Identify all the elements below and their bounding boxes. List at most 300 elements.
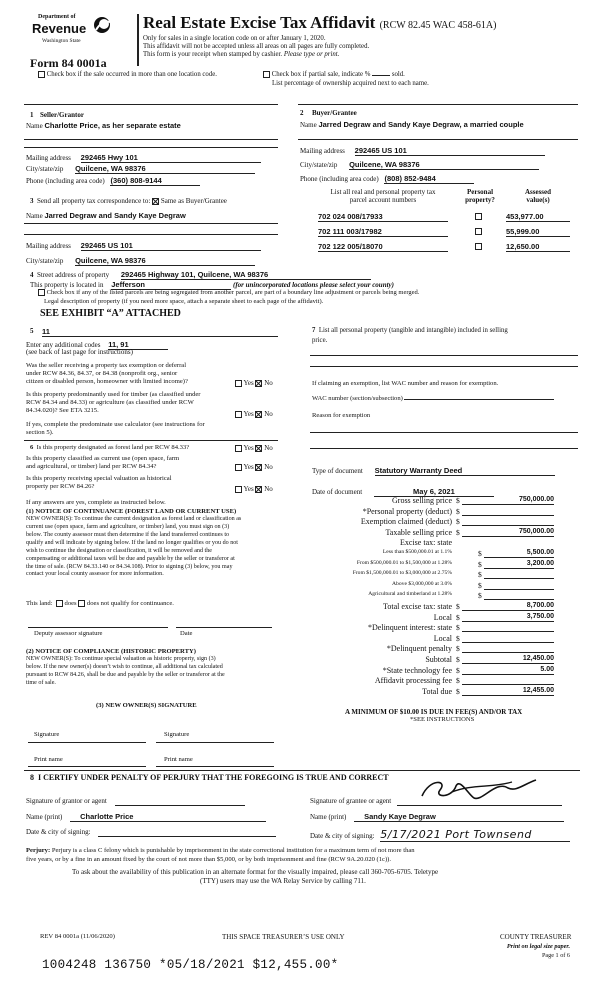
q-line: under RCW 84.36, 84.37, or 84.38 (nonprofit org., senior bbox=[26, 370, 178, 378]
access-notice-2: (TTY) users may use the WA Relay Service by calling 711. bbox=[200, 877, 366, 885]
continuance-text bbox=[26, 516, 241, 579]
buyer-phone-field[interactable]: (808) 852-9484 bbox=[384, 174, 474, 184]
partial-sale-row[interactable] bbox=[263, 71, 405, 79]
multi-location-checkbox[interactable] bbox=[38, 71, 45, 78]
parcel-header-1a: List all real and personal property tax bbox=[330, 188, 436, 196]
tax-calc-label: *Personal property (deduct) bbox=[362, 506, 452, 516]
buyer-name-field[interactable]: Jarred Degraw and Sandy Kaye Degraw, a married couple bbox=[318, 120, 524, 129]
tax-calc-row bbox=[300, 581, 580, 591]
current-use-question bbox=[26, 455, 179, 471]
date-city-label: Date & city of signing: bbox=[310, 832, 375, 840]
seller-name-label: Name bbox=[26, 122, 43, 130]
doc-date-label: Date of document bbox=[312, 488, 363, 496]
access-notice-1: To ask about the availability of this publication in an alternate format for the visually impaired, please call 360-705-6705. Teletype bbox=[72, 868, 439, 876]
sec7-number: 7 bbox=[312, 327, 316, 334]
corr-mail-row bbox=[26, 241, 261, 251]
buyer-name-row bbox=[300, 120, 524, 129]
header-note3-italic: Please type or print. bbox=[283, 51, 340, 58]
tax-calc-value[interactable]: 3,750.00 bbox=[462, 613, 554, 622]
tax-calc-label: Subtotal bbox=[425, 655, 452, 664]
tax-calc-value[interactable] bbox=[462, 676, 554, 685]
seller-phone-field[interactable]: (360) 808-9144 bbox=[110, 176, 200, 186]
notice-line: qualify and will indicate by signing below. If the land no longer qualifies or you do not bbox=[26, 539, 238, 546]
segregation-label: Check box if any of the listed parcels are being segregated from another parcel, are part of a boundary line adjustment or parcels being merged. bbox=[46, 289, 420, 296]
tax-calc-label: Above $3,000,000 at 3.0% bbox=[392, 580, 452, 587]
sec3-number: 3 bbox=[30, 197, 34, 205]
corr-city-row bbox=[26, 256, 255, 266]
sec1-top-rule bbox=[24, 104, 278, 105]
tax-calc-label: Agricultural and timberland at 1.28% bbox=[368, 591, 452, 598]
tax-calc-value[interactable] bbox=[462, 634, 554, 643]
no-label: No bbox=[264, 410, 273, 418]
no-label: No bbox=[264, 379, 273, 387]
parcel-header-3 bbox=[508, 188, 568, 205]
does-checkbox[interactable] bbox=[56, 600, 63, 607]
yes-label: Yes bbox=[243, 485, 254, 493]
no-checkbox[interactable] bbox=[255, 411, 262, 418]
multi-location-label: Check box if the sale occurred in more than one location code. bbox=[46, 71, 217, 79]
legal-paper-note: Print on legal size paper. bbox=[506, 943, 570, 950]
no-label: No bbox=[264, 444, 273, 452]
dollar-sign: $ bbox=[478, 549, 482, 558]
personal-property-checkbox[interactable] bbox=[475, 243, 482, 250]
q-line: property per RCW 84.26? bbox=[26, 483, 95, 491]
sec7-row bbox=[312, 327, 508, 335]
parcel-header-3a: Assessed bbox=[524, 188, 552, 196]
yes-no-row bbox=[235, 444, 273, 452]
tax-calc-value[interactable]: 750,000.00 bbox=[462, 528, 554, 537]
yes-no-row bbox=[235, 379, 273, 387]
no-label: No bbox=[264, 485, 273, 493]
tax-calc-value[interactable] bbox=[484, 581, 554, 590]
no-checkbox[interactable] bbox=[255, 486, 262, 493]
grantor-sig-label: Signature of grantor or agent bbox=[26, 797, 107, 805]
tax-calc-value[interactable] bbox=[484, 570, 554, 579]
forest-question bbox=[30, 444, 189, 452]
does-label: does bbox=[64, 600, 77, 608]
tax-calc-label: Exemption claimed (deduct) bbox=[360, 517, 452, 527]
county-treasurer-label: COUNTY TREASURER bbox=[500, 933, 572, 941]
partial-percent-field[interactable] bbox=[372, 75, 390, 76]
notice-line: current use (open space, farm and agriculture, or timber) land, you must sign on (3) bbox=[26, 523, 230, 530]
buyer-city-field[interactable]: Quilcene, WA 98376 bbox=[349, 160, 539, 170]
grantee-name-field[interactable]: Sandy Kaye Degraw bbox=[354, 812, 564, 822]
tax-calc-label: *State technology fee bbox=[382, 665, 452, 675]
doc-type-field[interactable]: Statutory Warranty Deed bbox=[375, 466, 555, 476]
tax-calc-label: From $500,000.01 to $1,500,000 at 1.28% bbox=[356, 559, 452, 566]
grantor-date-field[interactable] bbox=[98, 828, 276, 837]
tax-calc-row bbox=[300, 644, 580, 654]
corr-mail-field[interactable]: 292465 US 101 bbox=[81, 241, 261, 251]
exemption-note: If claiming an exemption, list WAC number and reason for exemption. bbox=[312, 380, 499, 387]
q-line: and agricultural, or timber) land per RCW 84.34? bbox=[26, 463, 157, 471]
tax-calc-row bbox=[300, 517, 580, 527]
sec5-number: 5 bbox=[30, 327, 34, 335]
doc-type-label: Type of document bbox=[312, 467, 363, 475]
sec1-rule bbox=[24, 139, 278, 140]
qualify-row bbox=[26, 600, 174, 608]
tax-calc-label: Local bbox=[433, 633, 452, 643]
wac-field[interactable] bbox=[404, 399, 554, 400]
q-line: Is this property receiving special valuation as historical bbox=[26, 475, 172, 482]
parcel-header-2b: property? bbox=[465, 196, 495, 205]
yes-checkbox[interactable] bbox=[235, 464, 242, 471]
tax-calc-label: Local bbox=[433, 612, 452, 622]
tax-calc-value[interactable]: 12,450.00 bbox=[462, 655, 554, 664]
grantee-signature-image bbox=[412, 774, 542, 804]
buyer-phone-label: Phone (including area code) bbox=[300, 175, 379, 183]
tax-calc-value[interactable] bbox=[484, 591, 554, 600]
header-note3-text: This form is your receipt when stamped by cashier. bbox=[143, 51, 283, 58]
historic-question bbox=[26, 475, 172, 491]
reason-label: Reason for exemption bbox=[312, 412, 371, 419]
tax-calc-value[interactable] bbox=[462, 623, 554, 632]
buyer-phone-row bbox=[300, 174, 474, 184]
form-title-ref: (RCW 82.45 WAC 458-61A) bbox=[379, 20, 497, 31]
partial-sale-note: List percentage of ownership acquired next to each name. bbox=[272, 80, 429, 87]
tax-calc-label: Less than $500,000.01 at 1.1% bbox=[382, 549, 452, 555]
grantee-date-row bbox=[310, 828, 570, 842]
q-line: Was the seller receiving a property tax exemption or deferral bbox=[26, 362, 187, 369]
notice-line: NEW OWNER(S): To continue special valuation as historic property, sign (3) bbox=[26, 656, 216, 662]
no-checkbox[interactable] bbox=[255, 464, 262, 471]
seller-city-field[interactable]: Quilcene, WA 98376 bbox=[75, 164, 255, 174]
tax-calc-value[interactable]: 750,000.00 bbox=[462, 496, 554, 505]
q-line: RCW 84.34 and 84.33) or agriculture (as classified under RCW bbox=[26, 399, 194, 407]
header-divider bbox=[137, 14, 139, 66]
tax-calculation bbox=[300, 496, 580, 696]
tax-calc-row bbox=[300, 666, 580, 676]
yes-label: Yes bbox=[243, 410, 254, 418]
agency-line3: Washington State bbox=[42, 38, 81, 44]
tax-calc-row bbox=[300, 507, 580, 517]
grantee-date-field[interactable]: 5/17/2021 Port Townsend bbox=[380, 828, 570, 842]
buyer-city-label: City/state/zip bbox=[300, 161, 338, 169]
tax-calc-value[interactable] bbox=[462, 507, 554, 516]
grantor-sig-field[interactable] bbox=[115, 797, 245, 806]
compliance-text bbox=[26, 656, 225, 688]
sec3-label: Send all property tax correspondence to: bbox=[37, 197, 151, 205]
yes-label: Yes bbox=[243, 463, 254, 471]
tax-calc-row bbox=[300, 549, 580, 559]
notice-line: below. The county assessor must then determine if the land transferred continues to bbox=[26, 531, 230, 538]
personal-property-checkbox[interactable] bbox=[475, 228, 482, 235]
print-label: Print name bbox=[34, 756, 63, 763]
notice-line: compensating or additional taxes will be due and payable by the seller or transferor at bbox=[26, 555, 235, 562]
yes-checkbox[interactable] bbox=[235, 445, 242, 452]
partial-sale-sold: sold. bbox=[391, 71, 405, 79]
addl-codes-label: Enter any additional codes bbox=[26, 341, 101, 349]
segregation-row[interactable] bbox=[38, 289, 419, 297]
personal-property-checkbox[interactable] bbox=[475, 213, 482, 220]
dollar-sign: $ bbox=[456, 655, 460, 664]
tax-calc-row bbox=[300, 623, 580, 633]
grantor-date-row bbox=[26, 828, 276, 837]
notice-line: contact your local county assessor for more information. bbox=[26, 571, 164, 578]
calculator-note bbox=[26, 421, 205, 437]
parcel-number-field[interactable]: 702 111 003/17982 bbox=[318, 227, 448, 237]
county-field[interactable]: Jefferson bbox=[111, 280, 231, 290]
wac-row bbox=[312, 395, 554, 403]
seller-phone-row bbox=[26, 176, 200, 186]
seller-city-label: City/state/zip bbox=[26, 165, 64, 173]
tax-calc-value[interactable]: 5,500.00 bbox=[484, 549, 554, 558]
q-line: Is this property predominantly used for timber (as classified under bbox=[26, 391, 201, 398]
yes-label: Yes bbox=[243, 444, 254, 452]
sec2-title: Buyer/Grantee bbox=[312, 109, 357, 117]
no-checkbox[interactable] bbox=[255, 445, 262, 452]
dor-swoosh-icon bbox=[92, 16, 112, 34]
tax-calc-label: Total excise tax: state bbox=[383, 602, 452, 611]
sec2-number: 2 bbox=[300, 109, 304, 117]
deputy-sig-line bbox=[28, 627, 168, 628]
seller-mail-label: Mailing address bbox=[26, 154, 71, 162]
tax-calc-row bbox=[300, 687, 580, 697]
if-yes-note: If any answers are yes, complete as instructed below. bbox=[26, 499, 166, 506]
sec2-rule bbox=[298, 139, 578, 140]
yes-no-row bbox=[235, 410, 273, 418]
tax-calc-value[interactable]: 12,455.00 bbox=[462, 687, 554, 696]
print-label: Print name bbox=[164, 756, 193, 763]
header-note2: This affidavit will not be accepted unless all areas on all pages are fully completed. bbox=[143, 43, 370, 50]
corr-name-label: Name bbox=[26, 212, 43, 220]
no-label: No bbox=[264, 463, 273, 471]
dollar-sign: $ bbox=[456, 517, 460, 527]
corr-city-label: City/state/zip bbox=[26, 257, 64, 265]
q-line: If yes, complete the predominate use calculator (see instructions for bbox=[26, 421, 205, 428]
certify-title: I CERTIFY UNDER PENALTY OF PERJURY THAT THE FOREGOING IS TRUE AND CORRECT bbox=[38, 773, 389, 782]
street-address-label: Street address of property bbox=[37, 271, 110, 279]
perjury-notice bbox=[26, 847, 582, 864]
parcel-header-2a: Personal bbox=[466, 188, 494, 196]
dollar-sign: $ bbox=[456, 612, 460, 622]
corr-name-row bbox=[26, 211, 186, 220]
sec1-rule bbox=[24, 147, 278, 148]
notice-line: wish to continue the designation or classification, it will be removed and the bbox=[26, 547, 212, 554]
tax-calc-label: *Delinquent interest: state bbox=[368, 623, 452, 633]
notice-line: pursuant to RCW 84.26, shall be due and payable by the seller or transferor at the bbox=[26, 671, 225, 678]
grantor-name-row bbox=[26, 812, 266, 822]
corr-name-field[interactable]: Jarred Degraw and Sandy Kaye Degraw bbox=[44, 211, 186, 220]
print-line bbox=[156, 766, 274, 767]
grantee-sig-label: Signature of grantee or agent bbox=[310, 797, 392, 805]
grantor-name-field[interactable]: Charlotte Price bbox=[70, 812, 266, 822]
county-note: (for unincorporated locations please select your county) bbox=[232, 281, 394, 289]
addl-codes-field[interactable]: 11, 91 bbox=[108, 340, 168, 350]
seller-name-field[interactable]: Charlotte Price, as her separate estate bbox=[44, 121, 181, 130]
sig-line bbox=[28, 742, 146, 743]
cashier-receipt-stamp: 1004248 136750 *05/18/2021 $12,455.00* bbox=[42, 958, 339, 972]
tax-calc-row bbox=[300, 496, 580, 506]
partial-sale-checkbox[interactable] bbox=[263, 71, 270, 78]
wac-label: WAC number (section/subsection) bbox=[312, 395, 403, 402]
corr-mail-label: Mailing address bbox=[26, 242, 71, 250]
yes-no-row bbox=[235, 485, 273, 493]
dollar-sign: $ bbox=[456, 623, 460, 633]
sec8-top-rule bbox=[24, 770, 580, 771]
yes-checkbox[interactable] bbox=[235, 411, 242, 418]
agency-line2: Revenue bbox=[32, 21, 87, 36]
seller-mail-field[interactable]: 292465 Hwy 101 bbox=[81, 153, 261, 163]
compliance-title: (2) NOTICE OF COMPLIANCE (HISTORIC PROPERTY) bbox=[26, 648, 196, 655]
grantee-name-row bbox=[310, 812, 564, 822]
tax-calc-row bbox=[300, 538, 580, 548]
tax-calc-row bbox=[300, 560, 580, 570]
see-instructions: *SEE INSTRUCTIONS bbox=[410, 716, 475, 723]
seller-name-row bbox=[26, 121, 181, 130]
sec6-number: 6 bbox=[30, 444, 34, 451]
sig-label: Signature bbox=[34, 731, 60, 738]
legal-desc-field[interactable]: SEE EXHIBIT “A” ATTACHED bbox=[40, 308, 181, 319]
sec7-rule bbox=[310, 355, 578, 356]
sec4-row bbox=[30, 270, 371, 280]
tax-calc-row bbox=[300, 602, 580, 612]
minimum-fee-note: A MINIMUM OF $10.00 IS DUE IN FEE(S) AND/OR TAX bbox=[345, 708, 523, 716]
buyer-mail-label: Mailing address bbox=[300, 147, 345, 155]
seller-phone-label: Phone (including area code) bbox=[26, 177, 105, 185]
parcel-header-2 bbox=[460, 188, 500, 205]
dollar-sign: $ bbox=[456, 506, 460, 516]
agency-line1: Department of bbox=[38, 14, 76, 20]
perjury-label: Perjury: bbox=[26, 847, 51, 854]
segregation-checkbox[interactable] bbox=[38, 289, 45, 296]
yes-checkbox[interactable] bbox=[235, 380, 242, 387]
same-as-buyer-label: Same as Buyer/Grantee bbox=[160, 197, 227, 205]
tax-calc-row bbox=[300, 528, 580, 538]
assessed-value-field[interactable]: 453,977.00 bbox=[506, 212, 570, 222]
tax-calc-label: Affidavit processing fee bbox=[374, 676, 452, 686]
no-checkbox[interactable] bbox=[255, 380, 262, 387]
tax-calc-row bbox=[300, 655, 580, 665]
deputy-sig-label: Deputy assessor signature bbox=[34, 630, 103, 637]
assessed-value-field[interactable]: 12,650.00 bbox=[506, 242, 570, 252]
q-line: Is this property classified as current use (open space, farm bbox=[26, 455, 180, 462]
dor-logo bbox=[30, 14, 118, 50]
parcel-header-1 bbox=[318, 188, 448, 205]
dollar-sign: $ bbox=[478, 591, 482, 601]
name-print-label: Name (print) bbox=[26, 813, 63, 821]
sec6-top-rule bbox=[24, 440, 278, 441]
tax-calc-value[interactable] bbox=[462, 644, 554, 653]
perjury-line-1 bbox=[26, 847, 582, 856]
header-note1: Only for sales in a single location code on or after January 1, 2020. bbox=[143, 35, 326, 42]
exemption-question bbox=[26, 362, 188, 387]
land-use-code-field[interactable]: 11 bbox=[42, 327, 278, 337]
sec1-title: Seller/Grantor bbox=[40, 111, 84, 119]
tax-calc-row bbox=[300, 613, 580, 623]
tax-calc-value[interactable]: 3,200.00 bbox=[484, 560, 554, 569]
street-address-field[interactable]: 292465 Highway 101, Quilcene, WA 98376 bbox=[121, 270, 371, 280]
dollar-sign: $ bbox=[456, 676, 460, 686]
tax-calc-value[interactable] bbox=[462, 517, 554, 526]
land-label: This land: bbox=[26, 600, 53, 608]
name-print-label: Name (print) bbox=[310, 813, 347, 821]
dollar-sign: $ bbox=[456, 633, 460, 643]
tax-calc-label: Total due bbox=[422, 686, 452, 696]
sig-line bbox=[156, 742, 274, 743]
timber-question bbox=[26, 391, 201, 416]
sec4-number: 4 bbox=[30, 271, 34, 279]
assessed-value-field[interactable]: 55,999.00 bbox=[506, 227, 570, 237]
sec3-rule bbox=[24, 223, 278, 224]
parcel-number-field[interactable]: 702 024 008/17933 bbox=[318, 212, 448, 222]
sec3-rule bbox=[24, 234, 278, 235]
yes-checkbox[interactable] bbox=[235, 486, 242, 493]
page-number: Page 1 of 6 bbox=[541, 952, 570, 959]
corr-city-field[interactable]: Quilcene, WA 98376 bbox=[75, 256, 255, 266]
sec7-text-b: price. bbox=[312, 337, 328, 344]
tax-calc-row bbox=[300, 591, 580, 601]
form-number: Form 84 0001a bbox=[30, 56, 107, 70]
sec1-number: 1 bbox=[30, 111, 34, 119]
dollar-sign: $ bbox=[456, 527, 460, 537]
dollar-sign: $ bbox=[456, 686, 460, 696]
parcel-header-3b: value(s) bbox=[526, 196, 550, 205]
deputy-date-line bbox=[176, 627, 272, 628]
yes-no-row bbox=[235, 463, 273, 471]
seller-mail-row bbox=[26, 153, 261, 163]
dollar-sign: $ bbox=[456, 496, 460, 505]
print-line bbox=[28, 766, 146, 767]
q-line: Is this property designated as forest land per RCW 84.33? bbox=[36, 444, 190, 451]
tax-calc-label: Excise tax: state bbox=[400, 538, 452, 548]
form-title-text: Real Estate Excise Tax Affidavit bbox=[143, 13, 376, 32]
q-line: section 5). bbox=[26, 429, 54, 437]
sec3-row bbox=[30, 197, 227, 205]
form-title bbox=[143, 13, 496, 33]
perjury-text: Perjury is a class C felony which is punishable by imprisonment in the state correctional institution for a maximum term of not more than bbox=[51, 847, 415, 854]
does-not-checkbox[interactable] bbox=[78, 600, 85, 607]
doc-date-field[interactable]: May 6, 2021 bbox=[374, 487, 494, 497]
multi-location-row[interactable] bbox=[38, 71, 217, 79]
date-city-label: Date & city of signing: bbox=[26, 828, 91, 836]
tax-calc-row bbox=[300, 570, 580, 580]
reason-rule bbox=[310, 448, 578, 449]
dollar-sign: $ bbox=[456, 644, 460, 654]
tax-calc-label: Taxable selling price bbox=[385, 527, 452, 537]
sec8-number: 8 bbox=[30, 773, 34, 782]
same-as-buyer-checkbox[interactable] bbox=[152, 198, 159, 205]
sec2-top-rule bbox=[298, 104, 578, 105]
notice-line: time of sale. bbox=[26, 679, 56, 686]
buyer-city-row bbox=[300, 160, 539, 170]
tax-calc-label: Gross selling price bbox=[392, 496, 452, 505]
parcel-header-1b: parcel account numbers bbox=[349, 196, 417, 205]
deputy-date-label: Date bbox=[180, 630, 193, 637]
notice-line: the time of sale. (RCW 84.33.140 or 84.34.108). Prior to signing (3) below, you may bbox=[26, 563, 233, 570]
tax-calc-value[interactable]: 8,700.00 bbox=[462, 602, 554, 611]
legal-desc-label: Legal description of property (if you need more space, attach a separate sheet to each page of the affidavit). bbox=[44, 298, 324, 305]
notice-line: NEW OWNER(S): To continue the current designation as forest land or classification as bbox=[26, 516, 242, 522]
sig-label: Signature bbox=[164, 731, 190, 738]
buyer-mail-field[interactable]: 292465 US 101 bbox=[355, 146, 545, 156]
sec7-text: List all personal property (tangible and intangible) included in selling bbox=[318, 327, 508, 334]
partial-sale-label: Check box if partial sale, indicate % bbox=[271, 71, 371, 79]
dollar-sign: $ bbox=[456, 665, 460, 675]
notice-line: below. If the new owner(s) doesn’t wish to continue, all additional tax calculated bbox=[26, 663, 223, 670]
tax-calc-row bbox=[300, 676, 580, 686]
rev-label: REV 84 0001a (11/06/2020) bbox=[40, 933, 115, 940]
tax-calc-row bbox=[300, 634, 580, 644]
tax-calc-value[interactable]: 5.00 bbox=[462, 666, 554, 675]
new-owner-sig-title: (3) NEW OWNER(S) SIGNATURE bbox=[96, 702, 197, 709]
dollar-sign: $ bbox=[478, 559, 482, 569]
doc-type-row bbox=[312, 466, 555, 476]
parcel-number-field[interactable]: 702 122 005/18070 bbox=[318, 242, 448, 252]
dollar-sign: $ bbox=[478, 580, 482, 590]
does-not-label: does not qualify for continuance. bbox=[86, 600, 174, 608]
treasurer-use-label: THIS SPACE TREASURER’S USE ONLY bbox=[222, 933, 345, 941]
